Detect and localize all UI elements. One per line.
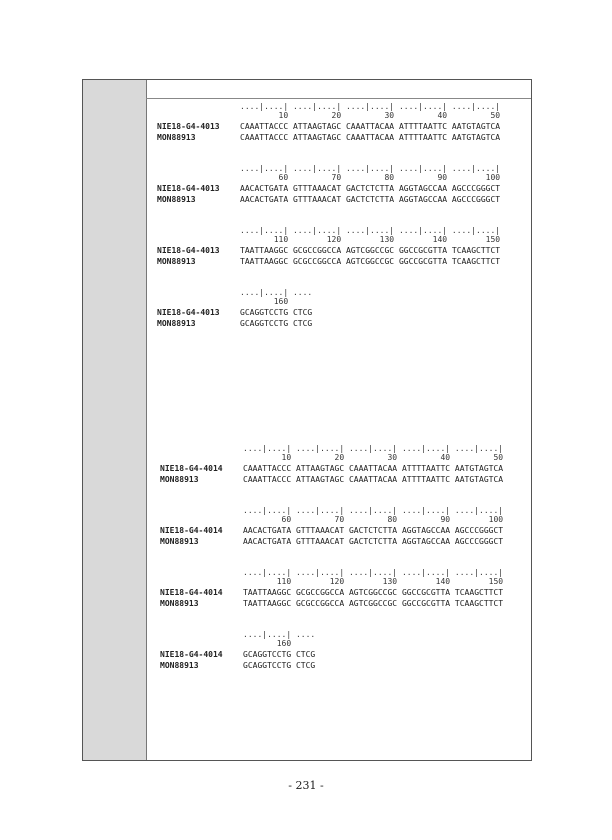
sequence-bases: AACACTGATA GTTTAAACAT GACTCTCTTA AGGTAGCCAA AGCCCGGGCT: [240, 184, 501, 193]
sequence-bases: GCAGGTCCTG CTCG: [243, 650, 316, 659]
sequence-label: MON88913: [160, 661, 199, 670]
sequence-bases: CAAATTACCC ATTAAGTAGC CAAATTACAA ATTTTAATTC AATGTAGTCA: [243, 475, 504, 484]
position-numbers: 10 20 30 40 50: [240, 111, 501, 120]
sequence-bases: AACACTGATA GTTTAAACAT GACTCTCTTA AGGTAGCCAA AGCCCGGGCT: [243, 526, 504, 535]
sequence-label: NIE18-G4-4014: [160, 464, 223, 473]
position-ruler: ....|....| ....|....| ....|....| ....|....| ....|....|: [240, 164, 501, 173]
sequence-label: NIE18-G4-4014: [160, 588, 223, 597]
top-rule: [146, 98, 531, 99]
sequence-label: NIE18-G4-4013: [157, 184, 220, 193]
sequence-label: MON88913: [160, 599, 199, 608]
sequence-bases: GCAGGTCCTG CTCG: [240, 319, 313, 328]
sequence-bases: CAAATTACCC ATTAAGTAGC CAAATTACAA ATTTTAATTC AATGTAGTCA: [243, 464, 504, 473]
sequence-label: MON88913: [160, 537, 199, 546]
position-numbers: 110 120 130 140 150: [243, 577, 504, 586]
sequence-bases: TAATTAAGGC GCGCCGGCCA AGTCGGCCGC GGCCGCGTTA TCAAGCTTCT: [240, 257, 501, 266]
sequence-bases: GCAGGTCCTG CTCG: [243, 661, 316, 670]
sequence-bases: AACACTGATA GTTTAAACAT GACTCTCTTA AGGTAGCCAA AGCCCGGGCT: [243, 537, 504, 546]
position-ruler: ....|....| ....: [243, 630, 316, 639]
position-ruler: ....|....| ....|....| ....|....| ....|....| ....|....|: [243, 506, 504, 515]
position-numbers: 60 70 80 90 100: [243, 515, 504, 524]
position-ruler: ....|....| ....: [240, 288, 313, 297]
position-ruler: ....|....| ....|....| ....|....| ....|....| ....|....|: [243, 568, 504, 577]
sequence-label: MON88913: [157, 133, 196, 142]
sequence-label: NIE18-G4-4013: [157, 308, 220, 317]
position-numbers: 60 70 80 90 100: [240, 173, 501, 182]
side-column: [83, 80, 147, 760]
sequence-label: NIE18-G4-4014: [160, 650, 223, 659]
sequence-label: MON88913: [160, 475, 199, 484]
sequence-label: MON88913: [157, 319, 196, 328]
sequence-label: NIE18-G4-4013: [157, 122, 220, 131]
page-number: - 231 -: [288, 779, 324, 792]
sequence-label: NIE18-G4-4013: [157, 246, 220, 255]
position-ruler: ....|....| ....|....| ....|....| ....|....| ....|....|: [243, 444, 504, 453]
sequence-bases: CAAATTACCC ATTAAGTAGC CAAATTACAA ATTTTAATTC AATGTAGTCA: [240, 133, 501, 142]
sequence-bases: TAATTAAGGC GCGCCGGCCA AGTCGGCCGC GGCCGCGTTA TCAAGCTTCT: [240, 246, 501, 255]
sequence-bases: AACACTGATA GTTTAAACAT GACTCTCTTA AGGTAGCCAA AGCCCGGGCT: [240, 195, 501, 204]
position-numbers: 160: [240, 297, 289, 306]
position-numbers: 10 20 30 40 50: [243, 453, 504, 462]
position-numbers: 110 120 130 140 150: [240, 235, 501, 244]
sequence-label: MON88913: [157, 195, 196, 204]
position-ruler: ....|....| ....|....| ....|....| ....|....| ....|....|: [240, 102, 501, 111]
sequence-bases: CAAATTACCC ATTAAGTAGC CAAATTACAA ATTTTAATTC AATGTAGTCA: [240, 122, 501, 131]
position-ruler: ....|....| ....|....| ....|....| ....|....| ....|....|: [240, 226, 501, 235]
sequence-label: MON88913: [157, 257, 196, 266]
position-numbers: 160: [243, 639, 292, 648]
sequence-bases: TAATTAAGGC GCGCCGGCCA AGTCGGCCGC GGCCGCGTTA TCAAGCTTCT: [243, 588, 504, 597]
sequence-bases: TAATTAAGGC GCGCCGGCCA AGTCGGCCGC GGCCGCGTTA TCAAGCTTCT: [243, 599, 504, 608]
sequence-label: NIE18-G4-4014: [160, 526, 223, 535]
sequence-bases: GCAGGTCCTG CTCG: [240, 308, 313, 317]
